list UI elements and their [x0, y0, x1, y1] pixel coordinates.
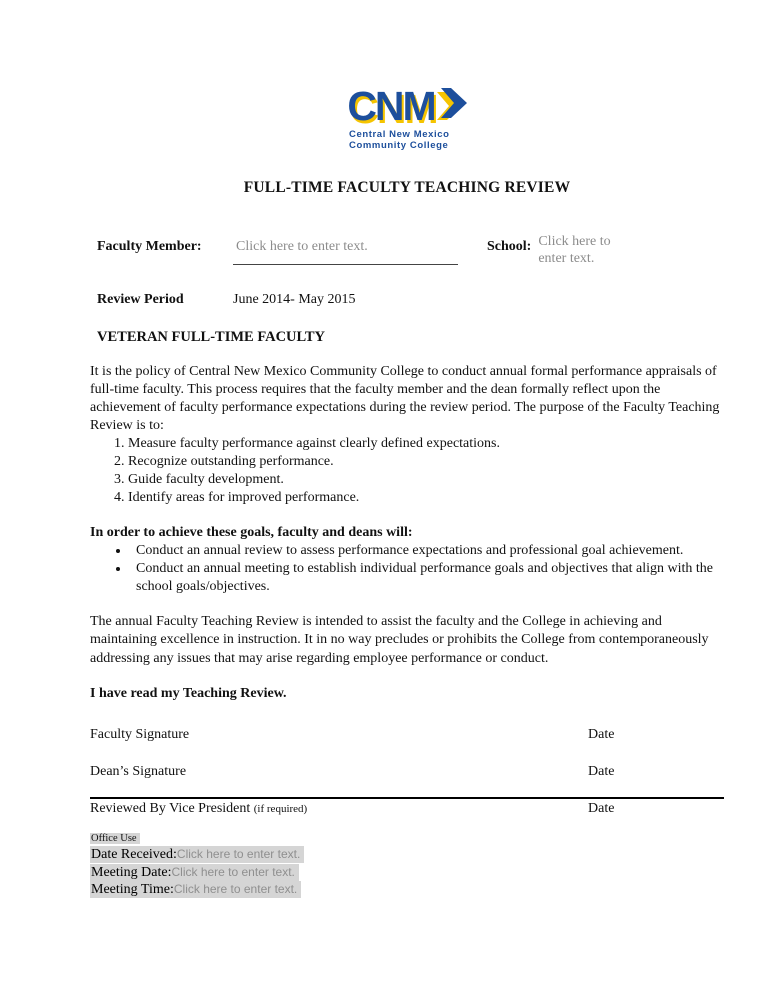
dean-signature-row	[90, 764, 724, 780]
policy-paragraph: It is the policy of Central New Mexico Community College to conduct annual formal performance appraisals of full-time faculty. This process requires that the faculty member and the dean formally reflect upon the achievement of faculty performance expectations during the review period. The purpose of the Faculty Teaching Review is to:	[90, 363, 720, 433]
acknowledgement-statement: I have read my Teaching Review.	[90, 685, 287, 701]
veteran-faculty-heading: VETERAN FULL-TIME FACULTY	[97, 328, 325, 345]
goals-item: • Conduct an annual review to assess performance expectations and professional goal achievement.	[130, 542, 724, 560]
vice-president-review-row	[90, 801, 724, 817]
purpose-item: 3. Guide faculty development.	[128, 471, 724, 489]
faculty-signature-row	[90, 727, 724, 743]
office-use-heading: Office Use	[90, 833, 140, 844]
review-period-value: June 2014- May 2015	[233, 291, 356, 307]
date-received-field[interactable]: Click here to enter text.	[176, 847, 301, 862]
faculty-school-row	[90, 233, 724, 268]
school-label: School:	[487, 238, 532, 254]
vice-president-note: (if required)	[253, 802, 308, 815]
purpose-item: 1. Measure faculty performance against clearly defined expectations.	[128, 435, 724, 453]
cnm-arrow-icon	[437, 85, 467, 127]
goals-list	[118, 542, 724, 596]
cnm-logo-mark	[347, 83, 466, 129]
meeting-date-label: Meeting Date:	[91, 864, 172, 880]
cnm-logo-subtitle-line2: Community College	[349, 139, 449, 151]
review-period-row	[90, 292, 724, 308]
cnm-logo-text: CNM	[347, 83, 435, 129]
faculty-signature-label: Faculty Signature	[90, 726, 190, 742]
purpose-list	[114, 435, 724, 507]
dean-signature-date-label: Date	[588, 763, 615, 779]
meeting-date-field[interactable]: Click here to enter text.	[171, 864, 295, 879]
date-received-label: Date Received:	[91, 847, 177, 863]
cnm-logo	[90, 83, 724, 152]
cnm-logo-subtitle-line1: Central New Mexico	[349, 129, 450, 140]
document-title: FULL-TIME FACULTY TEACHING REVIEW	[243, 178, 571, 196]
purpose-item: 4. Identify areas for improved performance.	[128, 489, 724, 507]
school-field[interactable]: Click here to enter text.	[538, 233, 611, 267]
meeting-time-label: Meeting Time:	[91, 882, 174, 898]
vice-president-label	[90, 801, 588, 817]
goals-heading: In order to achieve these goals, faculty and deans will:	[90, 525, 413, 541]
vice-president-date-label: Date	[588, 800, 615, 816]
faculty-member-field[interactable]: Click here to enter text.	[233, 233, 458, 265]
meeting-date-row	[90, 864, 299, 881]
closing-paragraph: The annual Faculty Teaching Review is intended to assist the faculty and the College in achieving and maintaining excellence in instruction. It in no way precludes or prohibits the College from contemporaneously addressing any issues that may arise regarding employee performance or conduct.	[90, 614, 709, 666]
faculty-signature-date-label: Date	[588, 726, 615, 742]
review-period-label: Review Period	[97, 291, 184, 307]
section-divider	[90, 797, 724, 799]
cnm-logo-subtitle	[349, 130, 465, 152]
faculty-member-label: Faculty Member:	[97, 238, 202, 254]
meeting-time-row	[90, 881, 301, 898]
vice-president-label-text: Reviewed By Vice President	[90, 800, 251, 816]
purpose-item: 2. Recognize outstanding performance.	[128, 453, 724, 471]
meeting-time-field[interactable]: Click here to enter text.	[173, 882, 298, 897]
goals-item: • Conduct an annual meeting to establish individual performance goals and objectives that align with the school goals/objectives.	[130, 560, 724, 596]
document-content	[90, 0, 724, 898]
office-use-section	[90, 830, 724, 899]
date-received-row	[90, 846, 304, 863]
dean-signature-label: Dean’s Signature	[90, 763, 187, 779]
